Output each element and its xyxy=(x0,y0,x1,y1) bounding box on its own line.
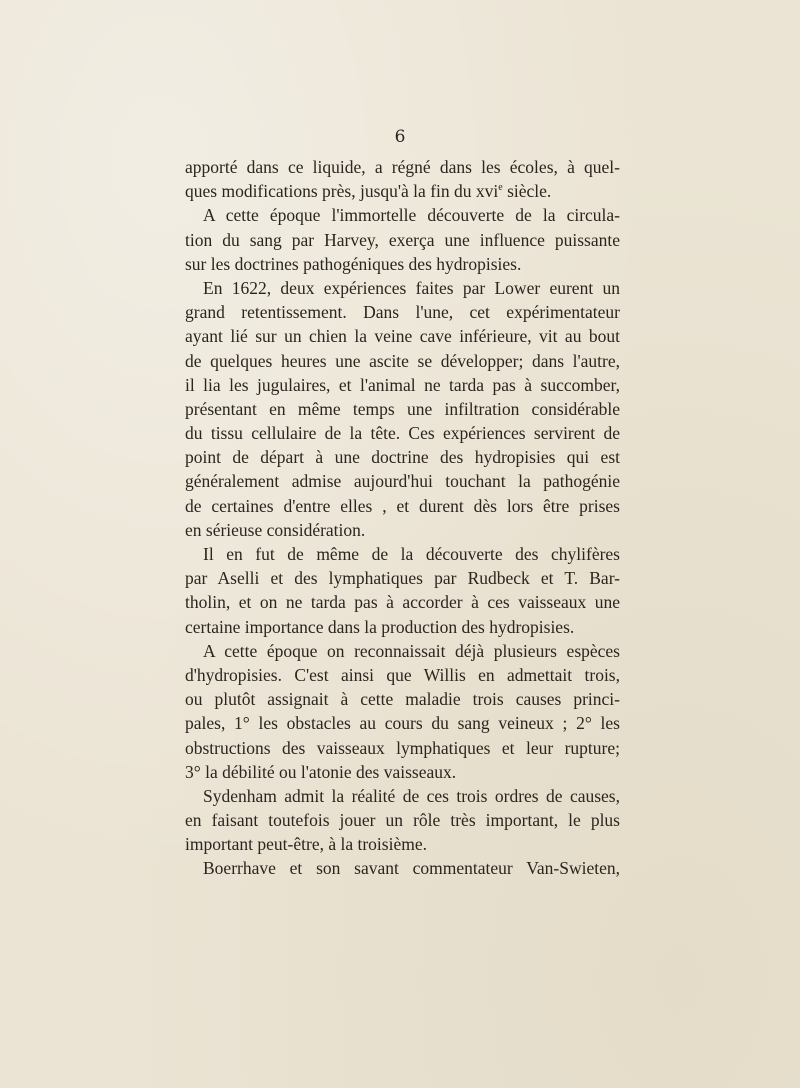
text-line xyxy=(185,856,620,880)
text-line-content: ayant lié sur un chien la veine cave inférieure, vit au bout xyxy=(185,326,620,347)
text-line-content: tholin, et on ne tarda pas à accorder à ces vaisseaux une xyxy=(185,592,620,613)
text-line xyxy=(185,760,620,784)
text-line xyxy=(185,276,620,300)
text-line xyxy=(185,445,620,469)
text-line xyxy=(185,639,620,663)
text-line-content: certaine importance dans la production des hydropisies. xyxy=(185,616,575,637)
text-line-content: en sérieuse considération. xyxy=(185,519,366,540)
text-line-content: en faisant toutefois jouer un rôle très important, le plus xyxy=(185,810,620,831)
text-line xyxy=(185,663,620,687)
text-line-content: par Aselli et des lymphatiques par Rudbeck et T. Bar- xyxy=(185,568,620,589)
text-line xyxy=(185,155,620,179)
text-line-content: il lia les jugulaires, et l'animal ne tarda pas à succomber, xyxy=(185,374,620,395)
text-line-content: grand retentissement. Dans l'une, cet expérimentateur xyxy=(185,302,620,323)
text-line-content: Sydenham admit la réalité de ces trois ordres de causes, xyxy=(203,785,620,806)
text-line xyxy=(185,518,620,542)
text-line xyxy=(185,349,620,373)
text-line xyxy=(185,397,620,421)
text-line xyxy=(185,808,620,832)
text-line-content: d'hydropisies. C'est ainsi que Willis en admettait trois, xyxy=(185,664,620,685)
text-line xyxy=(185,469,620,493)
text-line xyxy=(185,228,620,252)
text-line-tail: siècle. xyxy=(502,181,552,202)
body-text xyxy=(185,155,620,881)
text-line-content: Il en fut de même de la découverte des chylifères xyxy=(203,544,620,564)
text-line-content: A cette époque on reconnaissait déjà plusieurs espèces xyxy=(203,640,620,661)
text-line-content: du tissu cellulaire de la tête. Ces expériences servirent de xyxy=(185,423,620,444)
text-line-content: En 1622, deux expériences faites par Lower eurent un xyxy=(203,277,620,298)
text-line-content: point de départ à une doctrine des hydropisies qui est xyxy=(185,447,620,468)
text-line xyxy=(185,421,620,445)
text-line xyxy=(185,324,620,348)
text-line-content: pales, 1° les obstacles au cours du sang veineux ; 2° les xyxy=(185,713,620,734)
text-line-content: obstructions des vaisseaux lymphatiques et leur rupture; xyxy=(185,737,620,758)
text-line xyxy=(185,711,620,735)
text-line xyxy=(185,736,620,760)
text-line-content: Boerrhave et son savant commentateur Van-Swieten, xyxy=(203,858,620,879)
text-line-content: sur les doctrines pathogéniques des hydropisies. xyxy=(185,253,522,274)
text-line xyxy=(185,494,620,518)
text-line xyxy=(185,784,620,808)
text-line xyxy=(185,566,620,590)
text-line xyxy=(185,179,620,203)
text-line xyxy=(185,615,620,639)
text-line xyxy=(185,590,620,614)
superscript: e xyxy=(498,182,503,194)
text-line xyxy=(185,542,620,566)
text-line-content: apporté dans ce liquide, a régné dans les écoles, à quel- xyxy=(185,157,620,177)
text-line xyxy=(185,373,620,397)
text-line-content: 3° la débilité ou l'atonie des vaisseaux. xyxy=(185,761,457,782)
text-line-content: de quelques heures une ascite se développer; dans l'autre, xyxy=(185,350,620,371)
text-line-content: tion du sang par Harvey, exerça une influence puissante xyxy=(185,229,620,250)
text-line-content: ques modifications près, jusqu'à la fin du xvi xyxy=(185,181,499,202)
text-line-content: A cette époque l'immortelle découverte de la circula- xyxy=(203,205,620,226)
text-line xyxy=(185,300,620,324)
text-line-content: de certaines d'entre elles , et durent dès lors être prises xyxy=(185,495,620,516)
text-line xyxy=(185,203,620,227)
page-number: 6 xyxy=(394,127,406,147)
text-line-content: important peut-être, à la troisième. xyxy=(185,834,427,855)
text-line-content: généralement admise aujourd'hui touchant la pathogénie xyxy=(185,471,620,492)
text-line-content: présentant en même temps une infiltration considérable xyxy=(185,398,620,419)
text-line xyxy=(185,252,620,276)
text-line xyxy=(185,687,620,711)
text-line-content: ou plutôt assignait à cette maladie trois causes princi- xyxy=(185,689,620,710)
text-line xyxy=(185,832,620,856)
